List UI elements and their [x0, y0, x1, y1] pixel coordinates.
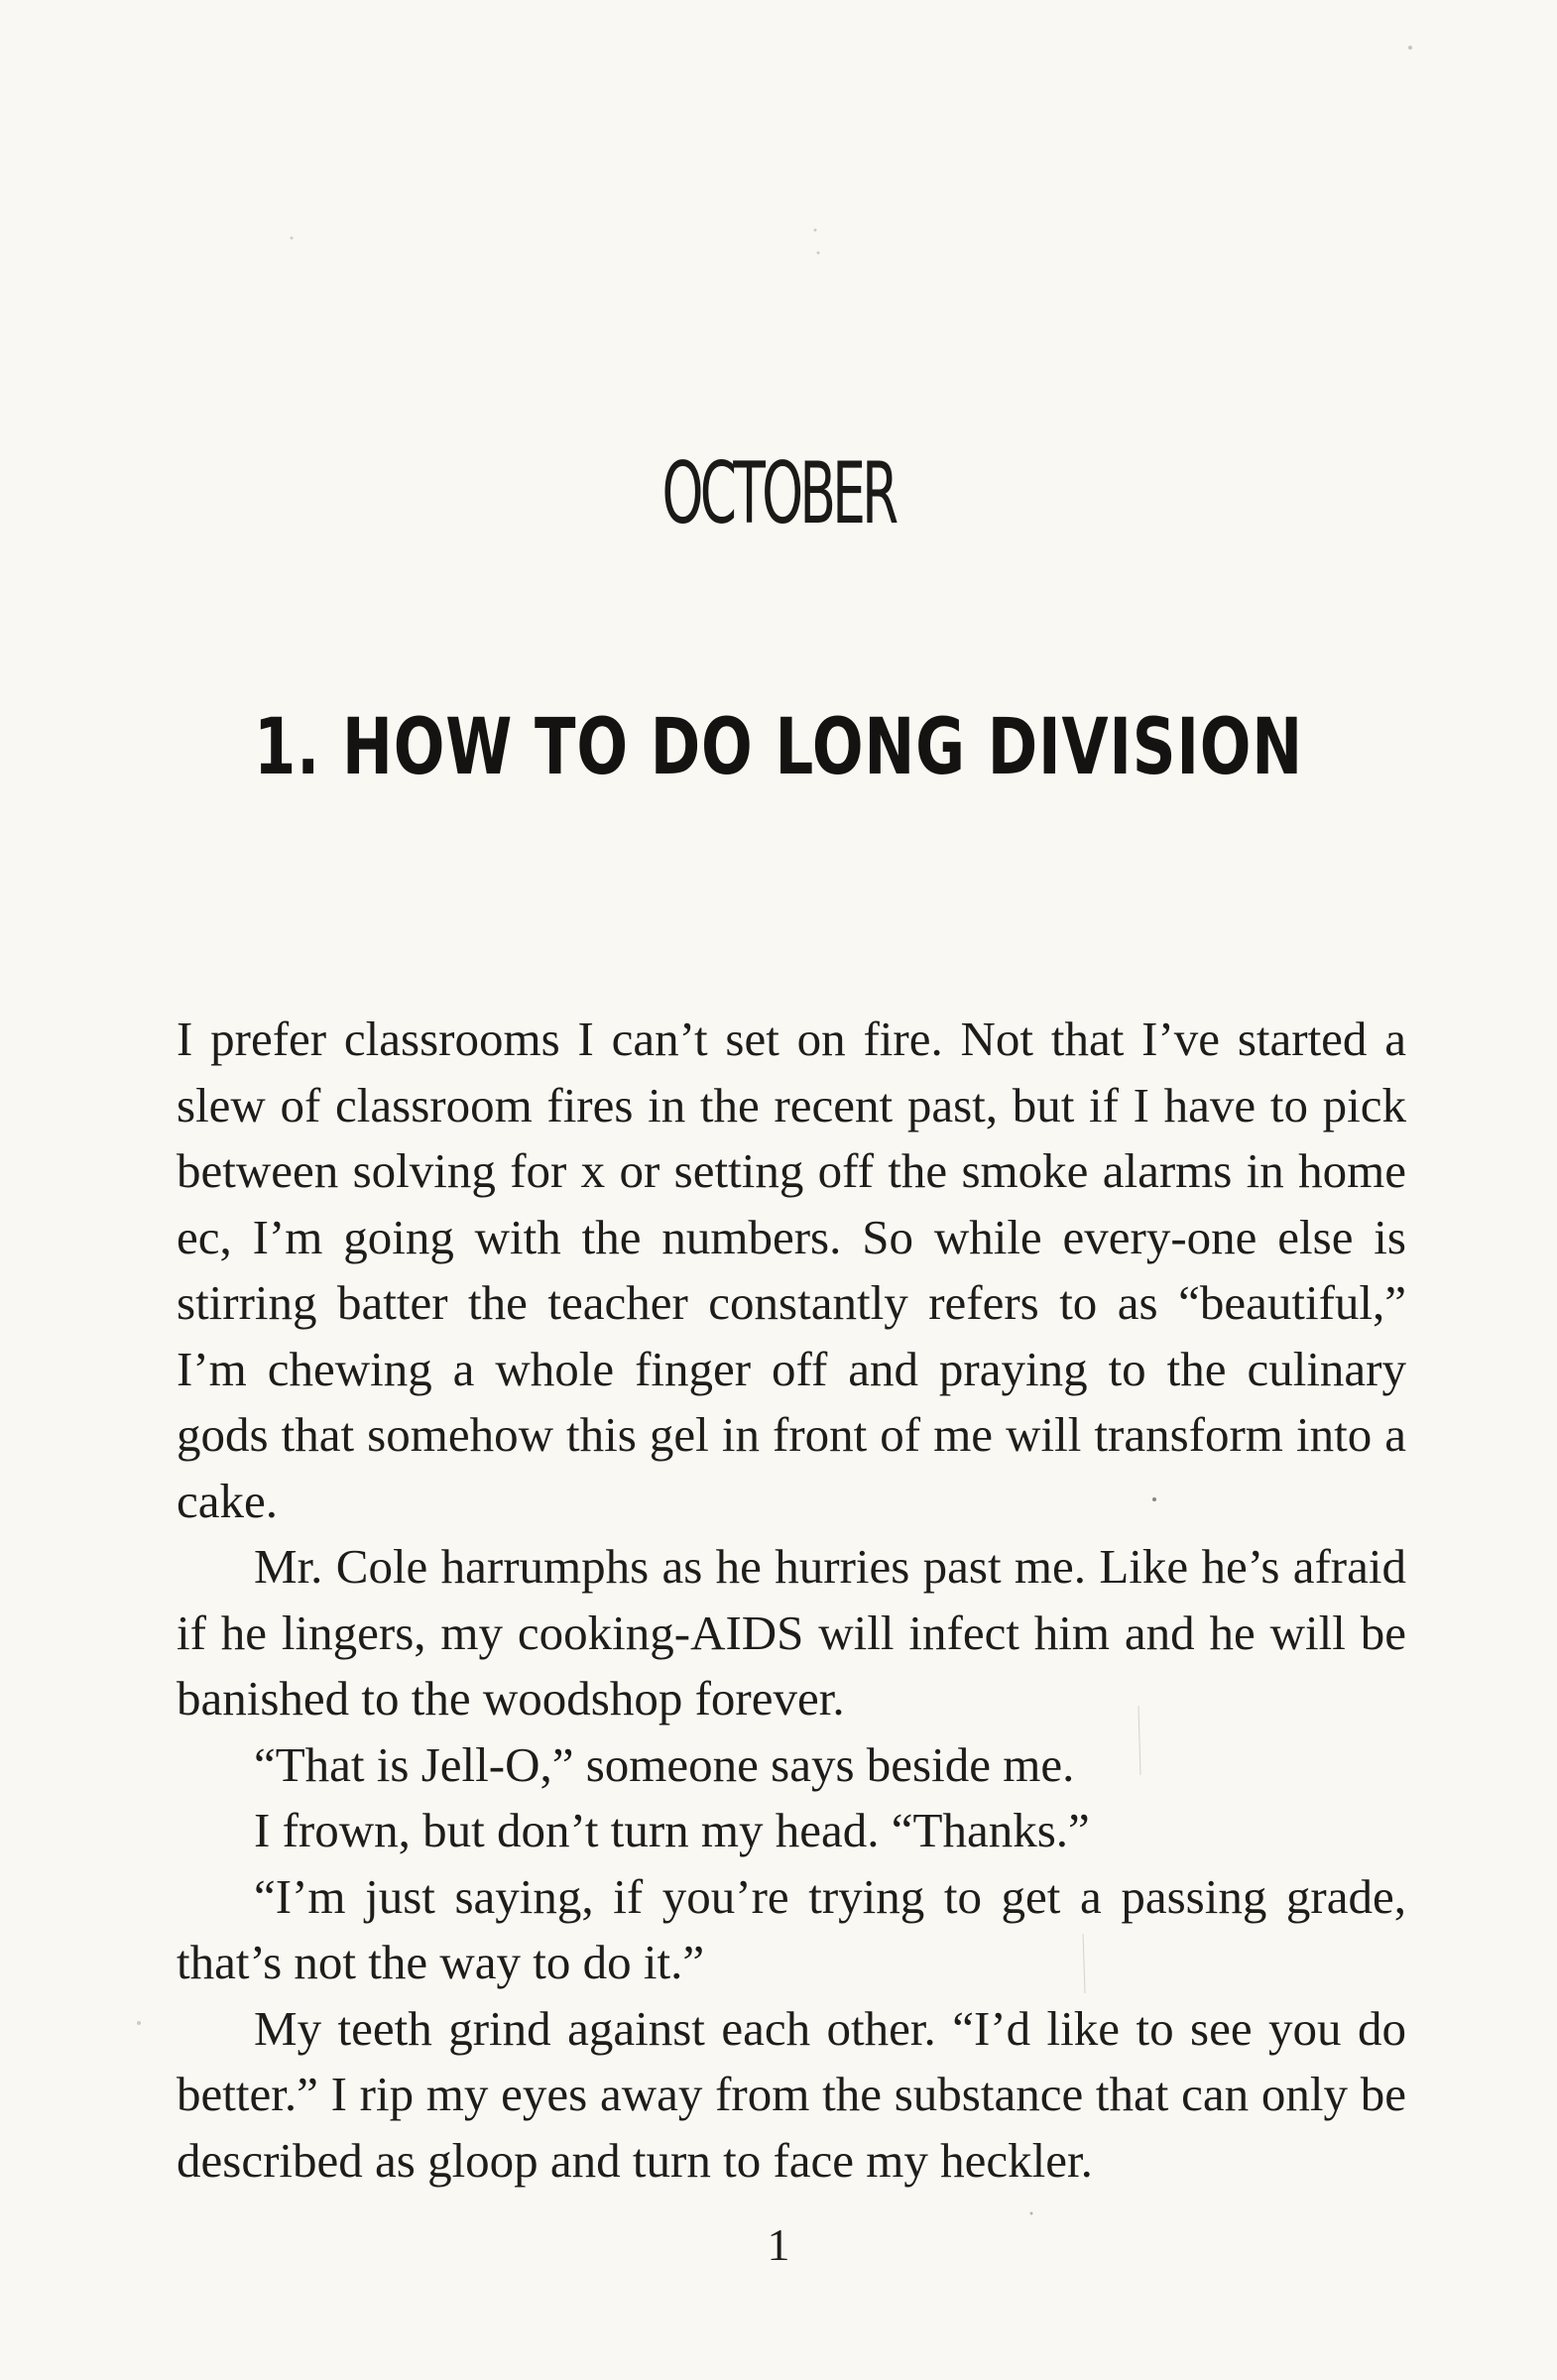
paragraph: My teeth grind against each other. “I’d like to see you do better.” I rip my eyes away from the substance that can only be described as gloop and turn to face my heckler.: [177, 2000, 1406, 2188]
paragraph: Mr. Cole harrumphs as he hurries past me. Like he’s afraid if he lingers, my cooking-AIDS will infect him and he will be banished to the woodshop forever.: [177, 1539, 1406, 1726]
paragraph: “That is Jell-O,” someone says beside me.: [254, 1736, 1075, 1792]
page-number: 1: [767, 2219, 790, 2270]
month-heading: OCTOBER: [661, 444, 896, 543]
paragraph: I prefer classrooms I can’t set on fire. Not that I’ve started a slew of classroom fires in the recent past, but if I have to pick between solving for x or setting off the smoke alarms in home ec, I’m going with the numbers. So while every-one else is stirring batter the teacher constantly refers to as “beautiful,” I’m chewing a whole finger off and praying to the culinary gods that somehow this gel in front of me will transform into a cake.: [177, 1012, 1406, 1528]
chapter-body: [177, 1007, 1406, 2194]
chapter-title: 1. HOW TO DO LONG DIVISION: [254, 703, 1303, 792]
paragraph: I frown, but don’t turn my head. “Thanks.”: [254, 1803, 1090, 1857]
paragraph: “I’m just saying, if you’re trying to get a passing grade, that’s not the way to do it.”: [177, 1868, 1406, 1989]
